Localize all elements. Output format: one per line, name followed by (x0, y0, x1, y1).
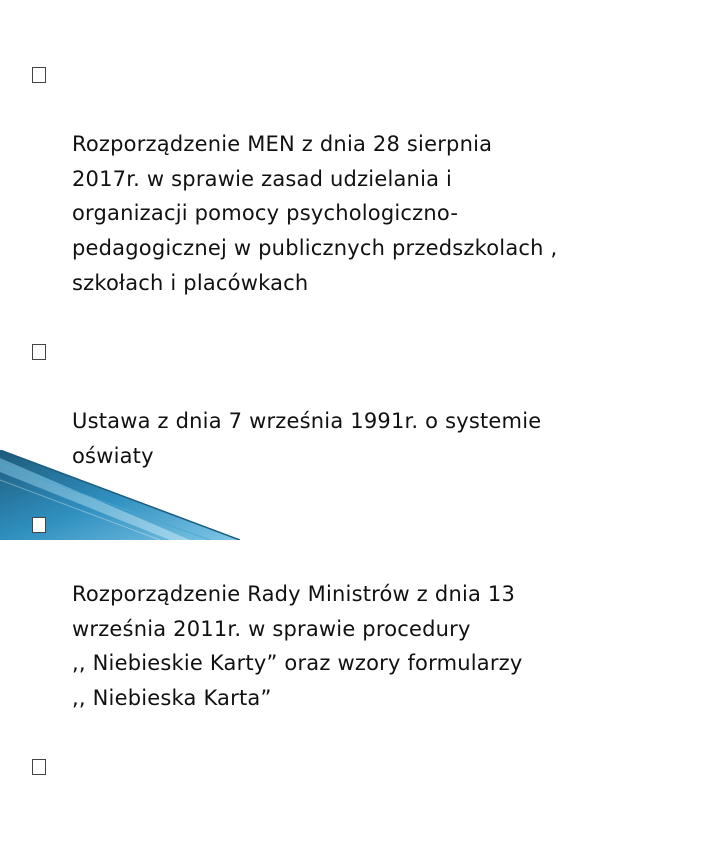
bullet-text: Rozporządzenie MEN z dnia 28 sierpnia 2017r. w sprawie zasad udzielania i organizacji pomocy psychologiczno- pedagogicznej w publicznych przedszkolach , szkołach i placówkach (72, 132, 558, 295)
bullet-box-icon (32, 759, 46, 775)
bullet-item-empty (32, 750, 692, 785)
bullet-list (32, 58, 692, 784)
bullet-box-icon (32, 67, 46, 83)
bullet-item (32, 508, 692, 750)
bullet-box-icon (32, 517, 46, 533)
bullet-item (32, 58, 692, 335)
bullet-box-icon (32, 344, 46, 360)
bullet-text: Rozporządzenie Rady Ministrów z dnia 13 września 2011r. w sprawie procedury ,, Niebieskie Karty” oraz wzory formularzy ,, Niebieska Karta” (72, 581, 523, 710)
bullet-item (32, 335, 692, 508)
bullet-text: Ustawa z dnia 7 września 1991r. o systemie oświaty (72, 408, 542, 468)
